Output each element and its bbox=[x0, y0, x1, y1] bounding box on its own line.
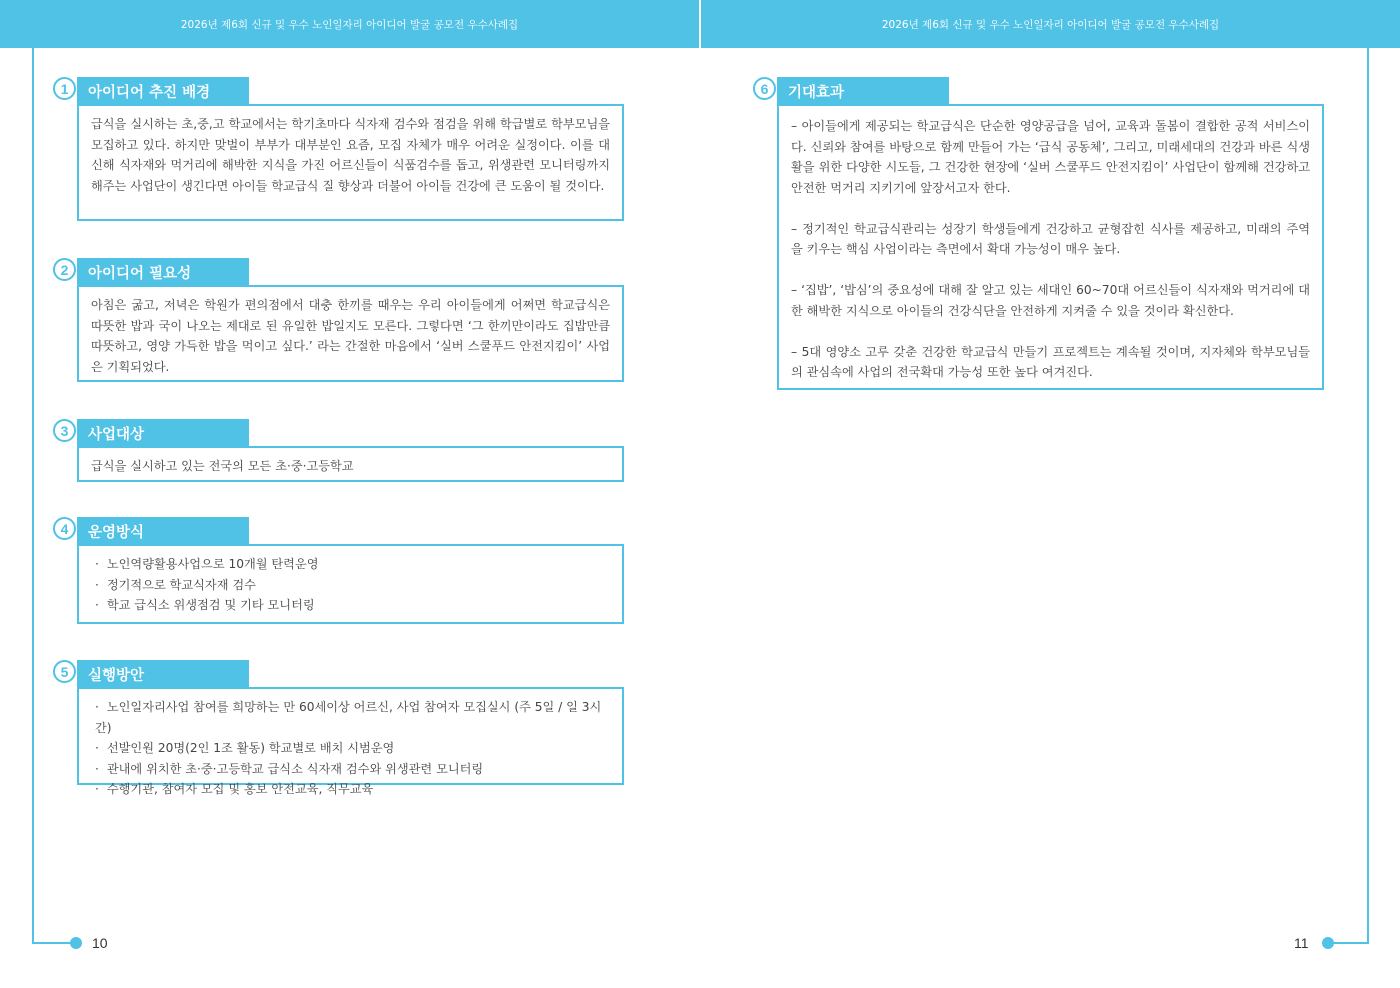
effect-paragraph: – 정기적인 학교급식관리는 성장기 학생들에게 건강하고 균형잡힌 식사를 제공하고, 미래의 주역을 키우는 핵심 사업이라는 측면에서 확대 가능성이 매우 높다. bbox=[791, 221, 1310, 256]
section-title: 아이디어 추진 배경 bbox=[77, 77, 249, 105]
section-content-box bbox=[777, 104, 1324, 390]
section-content-box bbox=[77, 446, 624, 482]
section-content-box bbox=[77, 285, 624, 382]
section-number-badge: 3 bbox=[53, 419, 76, 442]
section-title: 기대효과 bbox=[777, 77, 949, 105]
section-list bbox=[91, 554, 610, 616]
section-content-box bbox=[77, 544, 624, 624]
section-title: 운영방식 bbox=[77, 517, 249, 545]
list-item: · 학교 급식소 위생점검 및 기타 모니터링 bbox=[91, 595, 610, 616]
list-item: · 정기적으로 학교식자재 검수 bbox=[91, 575, 610, 596]
section-number-badge: 6 bbox=[753, 77, 776, 100]
right-page-header bbox=[701, 0, 1400, 48]
section-text: 아침은 굶고, 저녁은 학원가 편의점에서 대충 한끼를 때우는 우리 아이들에게 어쩌면 학교급식은 따뜻한 밥과 국이 나오는 제대로 된 유일한 밥일지도 모른다. 그렇다면 ‘그 한끼만이라도 집밥만큼 따뜻하고, 영양 가득한 밥을 먹이고 싶다.’ 라는 간절한 마음에서 ‘실버 스쿨푸드 안전지킴이’ 사업은 기획되었다. bbox=[91, 298, 610, 374]
list-item: · 노인역량활용사업으로 10개월 탄력운영 bbox=[91, 554, 610, 575]
right-page-number: 11 bbox=[1294, 935, 1309, 951]
left-header-title: 2026년 제6회 신규 및 우수 노인일자리 아이디어 발굴 공모전 우수사례집 bbox=[180, 18, 519, 31]
section-number-badge: 1 bbox=[53, 77, 76, 100]
list-item: · 수행기관, 참여자 모집 및 홍보 안전교육, 직무교육 bbox=[91, 779, 610, 800]
section-text: 급식을 실시하는 초,중,고 학교에서는 학기초마다 식자재 검수와 점검을 위해 학급별로 학부모님을 모집하고 있다. 하지만 맞벌이 부부가 대부분인 요즘, 모집 자체가 매우 어려운 실정이다. 이를 대신해 식자재와 먹거리에 해박한 지식을 가진 어르신들이 식품검수를 돕고, 위생관련 모니터링까지 해주는 사업단이 생긴다면 아이들 학교급식 질 향상과 더불어 아이들 건강에 큰 도움이 될 것이다. bbox=[91, 117, 610, 193]
section-title: 아이디어 필요성 bbox=[77, 258, 249, 286]
effect-paragraph: – ‘집밥’, ‘밥심’의 중요성에 대해 잘 알고 있는 세대인 60~70대 어르신들이 식자재와 먹거리에 대한 해박한 지식으로 아이들의 건강식단을 안전하게 지켜줄 수 있을 것이라 확신한다. bbox=[791, 283, 1310, 318]
right-frame-vertical bbox=[1367, 48, 1369, 944]
section-content-box bbox=[77, 104, 624, 221]
section-number-badge: 4 bbox=[53, 517, 76, 540]
section-text: 급식을 실시하고 있는 전국의 모든 초·중·고등학교 bbox=[91, 459, 354, 473]
effect-paragraph: – 아이들에게 제공되는 학교급식은 단순한 영양공급을 넘어, 교육과 돌봄이 결합한 공적 서비스이다. 신뢰와 참여를 바탕으로 함께 만들어 가는 ‘급식 공동체’, 그리고, 미래세대의 건강과 바른 식생활을 위한 다양한 시도들, 그 건강한 현장에 ‘실버 스쿨푸드 안전지킴이’ 사업단이 함께해 건강하고 안전한 먹거리 지키기에 앞장서고자 한다. bbox=[791, 119, 1310, 195]
section-title: 실행방안 bbox=[77, 660, 249, 688]
right-header-title: 2026년 제6회 신규 및 우수 노인일자리 아이디어 발굴 공모전 우수사례집 bbox=[881, 18, 1220, 31]
left-page-number: 10 bbox=[92, 935, 108, 951]
section-number-badge: 2 bbox=[53, 258, 76, 281]
list-item: · 선발인원 20명(2인 1조 활동) 학교별로 배치 시범운영 bbox=[91, 738, 610, 759]
left-page-dot bbox=[70, 937, 82, 949]
section-list bbox=[91, 697, 610, 800]
right-page-dot bbox=[1322, 937, 1334, 949]
left-frame-vertical bbox=[32, 48, 34, 944]
left-page-header bbox=[0, 0, 699, 48]
effect-paragraph: – 5대 영양소 고루 갖춘 건강한 학교급식 만들기 프로젝트는 계속될 것이며, 지자체와 학부모님들의 관심속에 사업의 전국확대 가능성 또한 높다 여겨진다. bbox=[791, 344, 1310, 379]
list-item: · 관내에 위치한 초·중·고등학교 급식소 식자재 검수와 위생관련 모니터링 bbox=[91, 759, 610, 780]
list-item: · 노인일자리사업 참여를 희망하는 만 60세이상 어르신, 사업 참여자 모집실시 (주 5일 / 일 3시간) bbox=[91, 697, 610, 738]
section-number-badge: 5 bbox=[53, 660, 76, 683]
section-content-box bbox=[77, 687, 624, 796]
section-title: 사업대상 bbox=[77, 419, 249, 447]
